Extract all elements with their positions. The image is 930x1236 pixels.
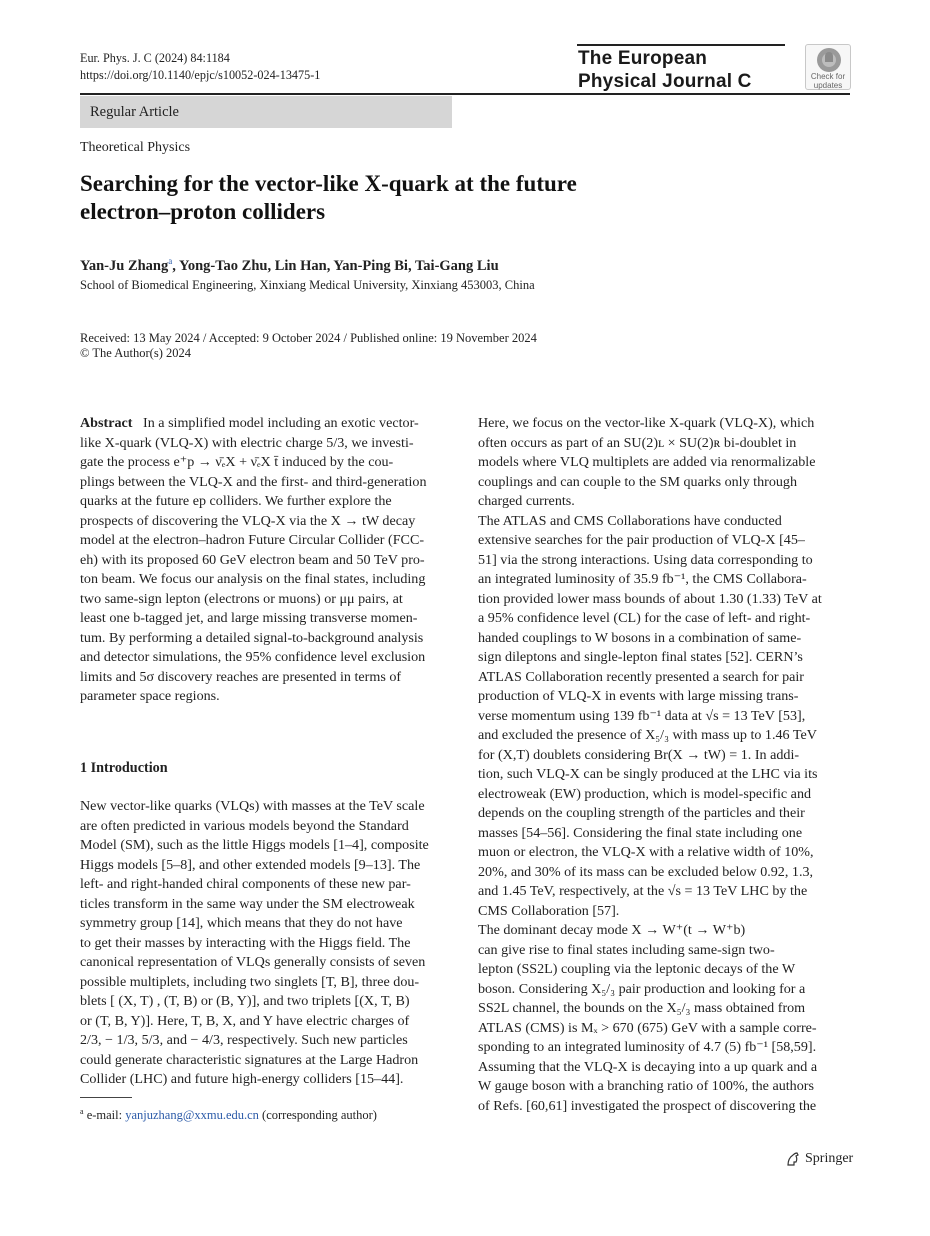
- right-column-line: [478, 453, 851, 473]
- introduction-line: [80, 953, 453, 973]
- right-column-line: [478, 785, 851, 805]
- introduction-body: [80, 797, 453, 1090]
- introduction-line: [80, 1031, 453, 1051]
- right-column-text: boson. Considering X₅/₃ pair production and looking for a: [478, 980, 806, 997]
- paper-title: [80, 170, 640, 226]
- footnote: [80, 1104, 377, 1123]
- right-column-line: [478, 668, 851, 688]
- introduction-line: [80, 973, 453, 993]
- journal-name: [578, 47, 752, 93]
- right-column-text: extensive searches for the pair production of VLQ-X [45–: [478, 532, 805, 548]
- introduction-line: [80, 856, 453, 876]
- abstract-line: [80, 609, 453, 629]
- check-for-updates-icon: [817, 48, 841, 72]
- right-column-line: [478, 1019, 851, 1039]
- abstract-line: [80, 453, 453, 473]
- right-column-line: [478, 960, 851, 980]
- right-column-text: lepton (SS2L) coupling via the leptonic decays of the W: [478, 961, 796, 977]
- author-others: , Yong-Tao Zhu, Lin Han, Yan-Ping Bi, Tai-Gang Liu: [172, 257, 499, 274]
- right-column-line: [478, 863, 851, 883]
- abstract-text: like X-quark (VLQ-X) with electric charge 5/3, we investi-: [80, 434, 414, 451]
- subject-section: Theoretical Physics: [80, 140, 191, 155]
- right-column-text: 51] via the strong interactions. Using data corresponding to: [478, 551, 813, 568]
- abstract-line: [80, 570, 453, 590]
- author-footnote-marker[interactable]: a: [168, 256, 173, 266]
- introduction-text: could generate characteristic signatures at the Large Hadron: [80, 1051, 419, 1068]
- right-column-text: masses [54–56]. Considering the final state including one: [478, 824, 803, 841]
- right-column-line: [478, 434, 851, 454]
- right-column-text: W gauge boson with a branching ratio of 100%, the authors: [478, 1078, 814, 1094]
- right-column-line: [478, 1038, 851, 1058]
- right-column-text: sign dileptons and single-lepton final states [52]. CERN’s: [478, 649, 803, 665]
- right-column-line: [478, 707, 851, 727]
- footnote-marker: a: [80, 1107, 84, 1116]
- email-link[interactable]: yanjuzhang@xxmu.edu.cn: [125, 1108, 259, 1123]
- right-column-text: CMS Collaboration [57].: [478, 902, 620, 919]
- introduction-text: Collider (LHC) and future high-energy colliders [15–44].: [80, 1071, 404, 1087]
- right-column-text: sponding to an integrated luminosity of 4.7 (5) fb⁻¹ [58,59].: [478, 1039, 817, 1055]
- right-column-line: [478, 882, 851, 902]
- abstract-text: model at the electron–hadron Future Circular Collider (FCC-: [80, 532, 425, 548]
- header-rule: [80, 93, 850, 95]
- right-column-text: can give rise to final states including same-sign two-: [478, 941, 775, 958]
- right-column-text: ATLAS Collaboration recently presented a search for pair: [478, 668, 804, 685]
- right-column-text: tion, such VLQ-X can be singly produced at the LHC via its: [478, 766, 818, 782]
- paper-title-line1: Searching for the vector-like X-quark at the future: [80, 171, 577, 196]
- right-column-line: [478, 512, 851, 532]
- right-column-line: [478, 1097, 851, 1117]
- introduction-text: possible multiplets, including two singlets [T, B], three dou-: [80, 973, 420, 990]
- article-type-bar: Regular Article: [80, 96, 452, 128]
- abstract-line: [80, 531, 453, 551]
- copyright-line: © The Author(s) 2024: [80, 346, 191, 360]
- right-column-line: [478, 921, 851, 941]
- right-column-line: [478, 687, 851, 707]
- footnote-rule: [80, 1097, 132, 1098]
- abstract-text: parameter space regions.: [80, 688, 220, 704]
- abstract-text: limits and 5σ discovery reaches are presented in terms of: [80, 668, 402, 685]
- right-column-line: [478, 746, 851, 766]
- right-column-line: [478, 492, 851, 512]
- right-column-line: [478, 1077, 851, 1097]
- publisher-name: Springer: [805, 1151, 854, 1166]
- right-column-text: The ATLAS and CMS Collaborations have conducted: [478, 512, 782, 529]
- abstract-line: [80, 492, 453, 512]
- right-column-text: 20%, and 30% of its mass can be excluded below 0.92, 1.3,: [478, 863, 814, 880]
- introduction-line: [80, 934, 453, 954]
- right-column-text: tion provided lower mass bounds of about 1.30 (1.33) TeV at: [478, 590, 822, 607]
- right-column-text: Assuming that the VLQ-X is decaying into a up quark and a: [478, 1058, 818, 1075]
- abstract-text: gate the process e⁺p → ν̄ₑX + ν̄ₑX t̄ induced by the cou-: [80, 454, 394, 470]
- introduction-text: or (T, B, Y)]. Here, T, B, X, and Y have electric charges of: [80, 1012, 410, 1029]
- journal-reference: [80, 50, 320, 84]
- introduction-text: New vector-like quarks (VLQs) with masses at the TeV scale: [80, 798, 425, 814]
- abstract-line: [80, 414, 453, 434]
- footnote-prefix: e-mail:: [83, 1108, 126, 1123]
- introduction-text: to get their masses by interacting with the Higgs field. The: [80, 934, 411, 951]
- introduction-text: blets [ (X, T) , (T, B) or (B, Y)], and two triplets [(X, T, B): [80, 993, 410, 1009]
- right-column-text: Here, we focus on the vector-like X-quark (VLQ-X), which: [478, 415, 815, 431]
- abstract-text: and detector simulations, the 95% confidence level exclusion: [80, 649, 426, 665]
- introduction-text: symmetry group [14], which means that they do not have: [80, 915, 403, 931]
- right-column-line: [478, 902, 851, 922]
- right-column-text: SS2L channel, the bounds on the X₅/₃ mass obtained from: [478, 1000, 806, 1016]
- abstract-line: [80, 668, 453, 688]
- author-corresponding: Yan-Ju Zhang: [80, 257, 169, 274]
- right-column-line: [478, 414, 851, 434]
- right-column-text: a 95% confidence level (CL) for the case of left- and right-: [478, 610, 811, 626]
- right-column-line: [478, 843, 851, 863]
- right-column-body: [478, 414, 851, 1116]
- introduction-line: [80, 797, 453, 817]
- abstract-text: plings between the VLQ-X and the first- and third-generation: [80, 473, 427, 490]
- check-for-updates-label: Check for updates: [810, 72, 846, 90]
- introduction-text: canonical representation of VLQs generally consists of seven: [80, 954, 426, 970]
- journal-name-rule-top: [577, 44, 785, 46]
- abstract-line: [80, 687, 453, 707]
- introduction-text: left- and right-handed chiral components of these new par-: [80, 876, 411, 892]
- introduction-line: [80, 914, 453, 934]
- right-column-line: [478, 941, 851, 961]
- abstract-line: [80, 590, 453, 610]
- introduction-text: Model (SM), such as the little Higgs models [1–4], composite: [80, 837, 429, 853]
- abstract-text: eh) with its proposed 60 GeV electron beam and 50 TeV pro-: [80, 551, 425, 568]
- right-column-text: verse momentum using 139 fb⁻¹ data at √s = 13 TeV [53],: [478, 707, 806, 724]
- abstract-text: prospects of discovering the VLQ-X via the X → tW decay: [80, 512, 416, 529]
- right-column-text: for (X,T) doublets considering Br(X → tW) = 1. In addi-: [478, 746, 800, 763]
- publisher-logo: [785, 1150, 853, 1168]
- abstract-line: [80, 648, 453, 668]
- right-column-line: [478, 726, 851, 746]
- right-column-text: of Refs. [60,61] investigated the prospect of discovering the: [478, 1097, 817, 1114]
- abstract-label: Abstract: [80, 415, 133, 431]
- introduction-line: [80, 817, 453, 837]
- right-column-text: electroweak (EW) production, which is model-specific and: [478, 785, 812, 802]
- right-column-line: [478, 980, 851, 1000]
- right-column-text: an integrated luminosity of 35.9 fb⁻¹, the CMS Collabora-: [478, 571, 807, 587]
- right-column-text: and excluded the presence of X₅/₃ with mass up to 1.46 TeV: [478, 727, 817, 743]
- introduction-text: are often predicted in various models beyond the Standard: [80, 817, 409, 834]
- abstract-line: [80, 629, 453, 649]
- abstract-text: In a simplified model including an exotic vector-: [143, 415, 419, 431]
- right-column-text: handed couplings to W bosons in a combination of same-: [478, 629, 802, 646]
- right-column-text: charged currents.: [478, 493, 575, 509]
- affiliation: School of Biomedical Engineering, Xinxiang Medical University, Xinxiang 453003, China: [80, 278, 535, 292]
- abstract-line: [80, 551, 453, 571]
- author-list: [80, 252, 499, 275]
- right-column-line: [478, 551, 851, 571]
- right-column-line: [478, 1058, 851, 1078]
- introduction-line: [80, 1051, 453, 1071]
- introduction-text: 2/3, − 1/3, 5/3, and − 4/3, respectively. Such new particles: [80, 1032, 408, 1048]
- section-heading-introduction: 1 Introduction: [80, 760, 168, 776]
- right-column-text: couplings and can couple to the SM quarks only through: [478, 473, 798, 490]
- right-column-text: often occurs as part of an SU(2)ʟ × SU(2)ʀ bi-doublet in: [478, 434, 797, 451]
- right-column-text: The dominant decay mode X → W⁺(t → W⁺b): [478, 922, 746, 938]
- journal-name-line1: The European: [578, 48, 708, 69]
- journal-name-line2: Physical Journal C: [578, 71, 752, 92]
- abstract-line: [80, 434, 453, 454]
- introduction-line: [80, 992, 453, 1012]
- introduction-line: [80, 895, 453, 915]
- right-column-line: [478, 765, 851, 785]
- introduction-line: [80, 1070, 453, 1090]
- journal-citation: Eur. Phys. J. C (2024) 84:1184: [80, 51, 230, 65]
- right-column-line: [478, 629, 851, 649]
- abstract-text: tum. By performing a detailed signal-to-background analysis: [80, 629, 424, 646]
- right-column-line: [478, 804, 851, 824]
- abstract: [80, 414, 453, 707]
- right-column-text: and 1.45 TeV, respectively, at the √s = 13 TeV LHC by the: [478, 883, 808, 899]
- right-column-text: ATLAS (CMS) is Mₓ > 670 (675) GeV with a sample corre-: [478, 1019, 817, 1036]
- introduction-line: [80, 836, 453, 856]
- introduction-text: Higgs models [5–8], and other extended models [9–13]. The: [80, 856, 421, 873]
- right-column-text: production of VLQ-X in events with large missing trans-: [478, 688, 799, 704]
- publication-dates: [80, 331, 537, 361]
- abstract-text: least one b-tagged jet, and large missing transverse momen-: [80, 610, 418, 626]
- footnote-suffix: (corresponding author): [258, 1108, 377, 1123]
- abstract-line: [80, 473, 453, 493]
- springer-horse-icon: [785, 1151, 801, 1167]
- right-column-line: [478, 824, 851, 844]
- right-column-line: [478, 570, 851, 590]
- paper-title-line2: electron–proton colliders: [80, 199, 326, 224]
- right-column-text: muon or electron, the VLQ-X with a relative width of 10%,: [478, 844, 814, 860]
- right-column-text: depends on the coupling strength of the particles and their: [478, 805, 805, 821]
- history-dates: Received: 13 May 2024 / Accepted: 9 October 2024 / Published online: 19 November 2024: [80, 331, 537, 345]
- right-column-line: [478, 999, 851, 1019]
- doi-link[interactable]: https://doi.org/10.1140/epjc/s10052-024-13475-1: [80, 68, 321, 82]
- right-column-line: [478, 590, 851, 610]
- abstract-line: [80, 512, 453, 532]
- right-column-line: [478, 609, 851, 629]
- check-for-updates-badge[interactable]: [805, 44, 851, 90]
- right-column-line: [478, 473, 851, 493]
- right-column-line: [478, 531, 851, 551]
- abstract-text: two same-sign lepton (electrons or muons) or μμ pairs, at: [80, 590, 403, 607]
- right-column-line: [478, 648, 851, 668]
- introduction-line: [80, 875, 453, 895]
- introduction-text: ticles transform in the same way under the SM electroweak: [80, 895, 415, 912]
- abstract-text: ton beam. We focus our analysis on the final states, including: [80, 571, 426, 587]
- introduction-line: [80, 1012, 453, 1032]
- right-column-text: models where VLQ multiplets are added via renormalizable: [478, 454, 816, 470]
- abstract-text: quarks at the future ep colliders. We further explore the: [80, 493, 392, 509]
